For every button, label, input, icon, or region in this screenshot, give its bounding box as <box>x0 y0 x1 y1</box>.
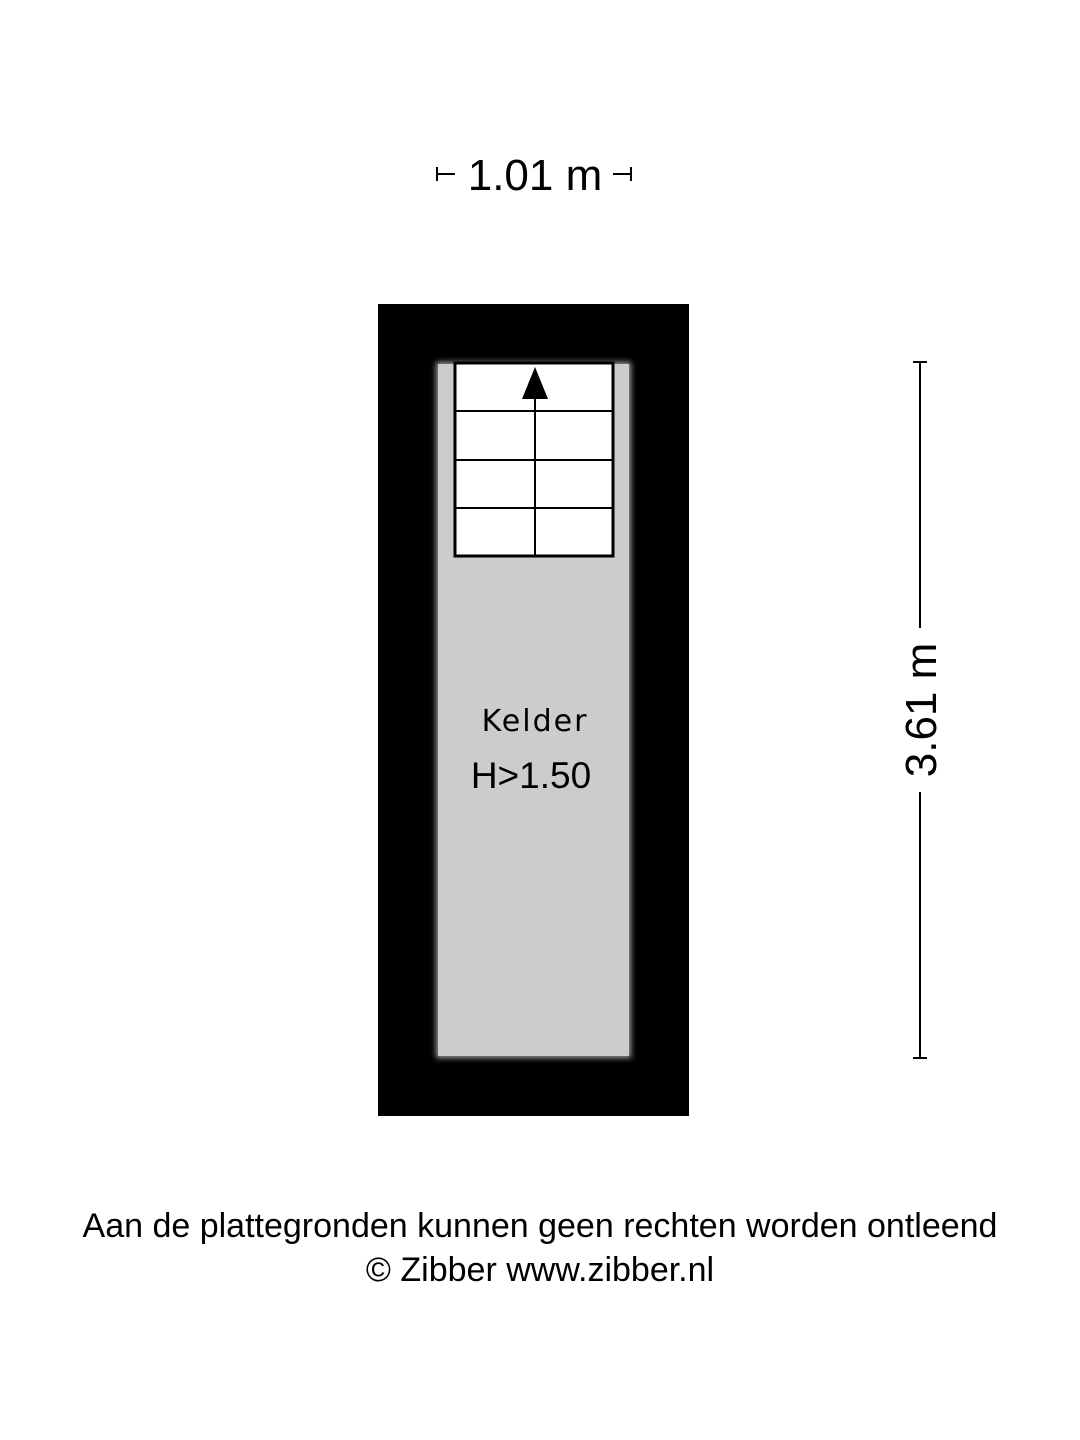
room-name: Kelder <box>481 704 589 739</box>
length-dimension-label: 3.61 m <box>897 642 946 778</box>
staircase <box>455 363 613 556</box>
room-height: H>1.50 <box>470 755 592 796</box>
copyright-text: © Zibber www.zibber.nl <box>365 1251 715 1289</box>
width-dimension <box>437 151 631 200</box>
disclaimer-text: Aan de plattegronden kunnen geen rechten worden ontleend <box>82 1207 998 1245</box>
length-dimension <box>897 362 946 1058</box>
width-dimension-label: 1.01 m <box>467 151 603 200</box>
